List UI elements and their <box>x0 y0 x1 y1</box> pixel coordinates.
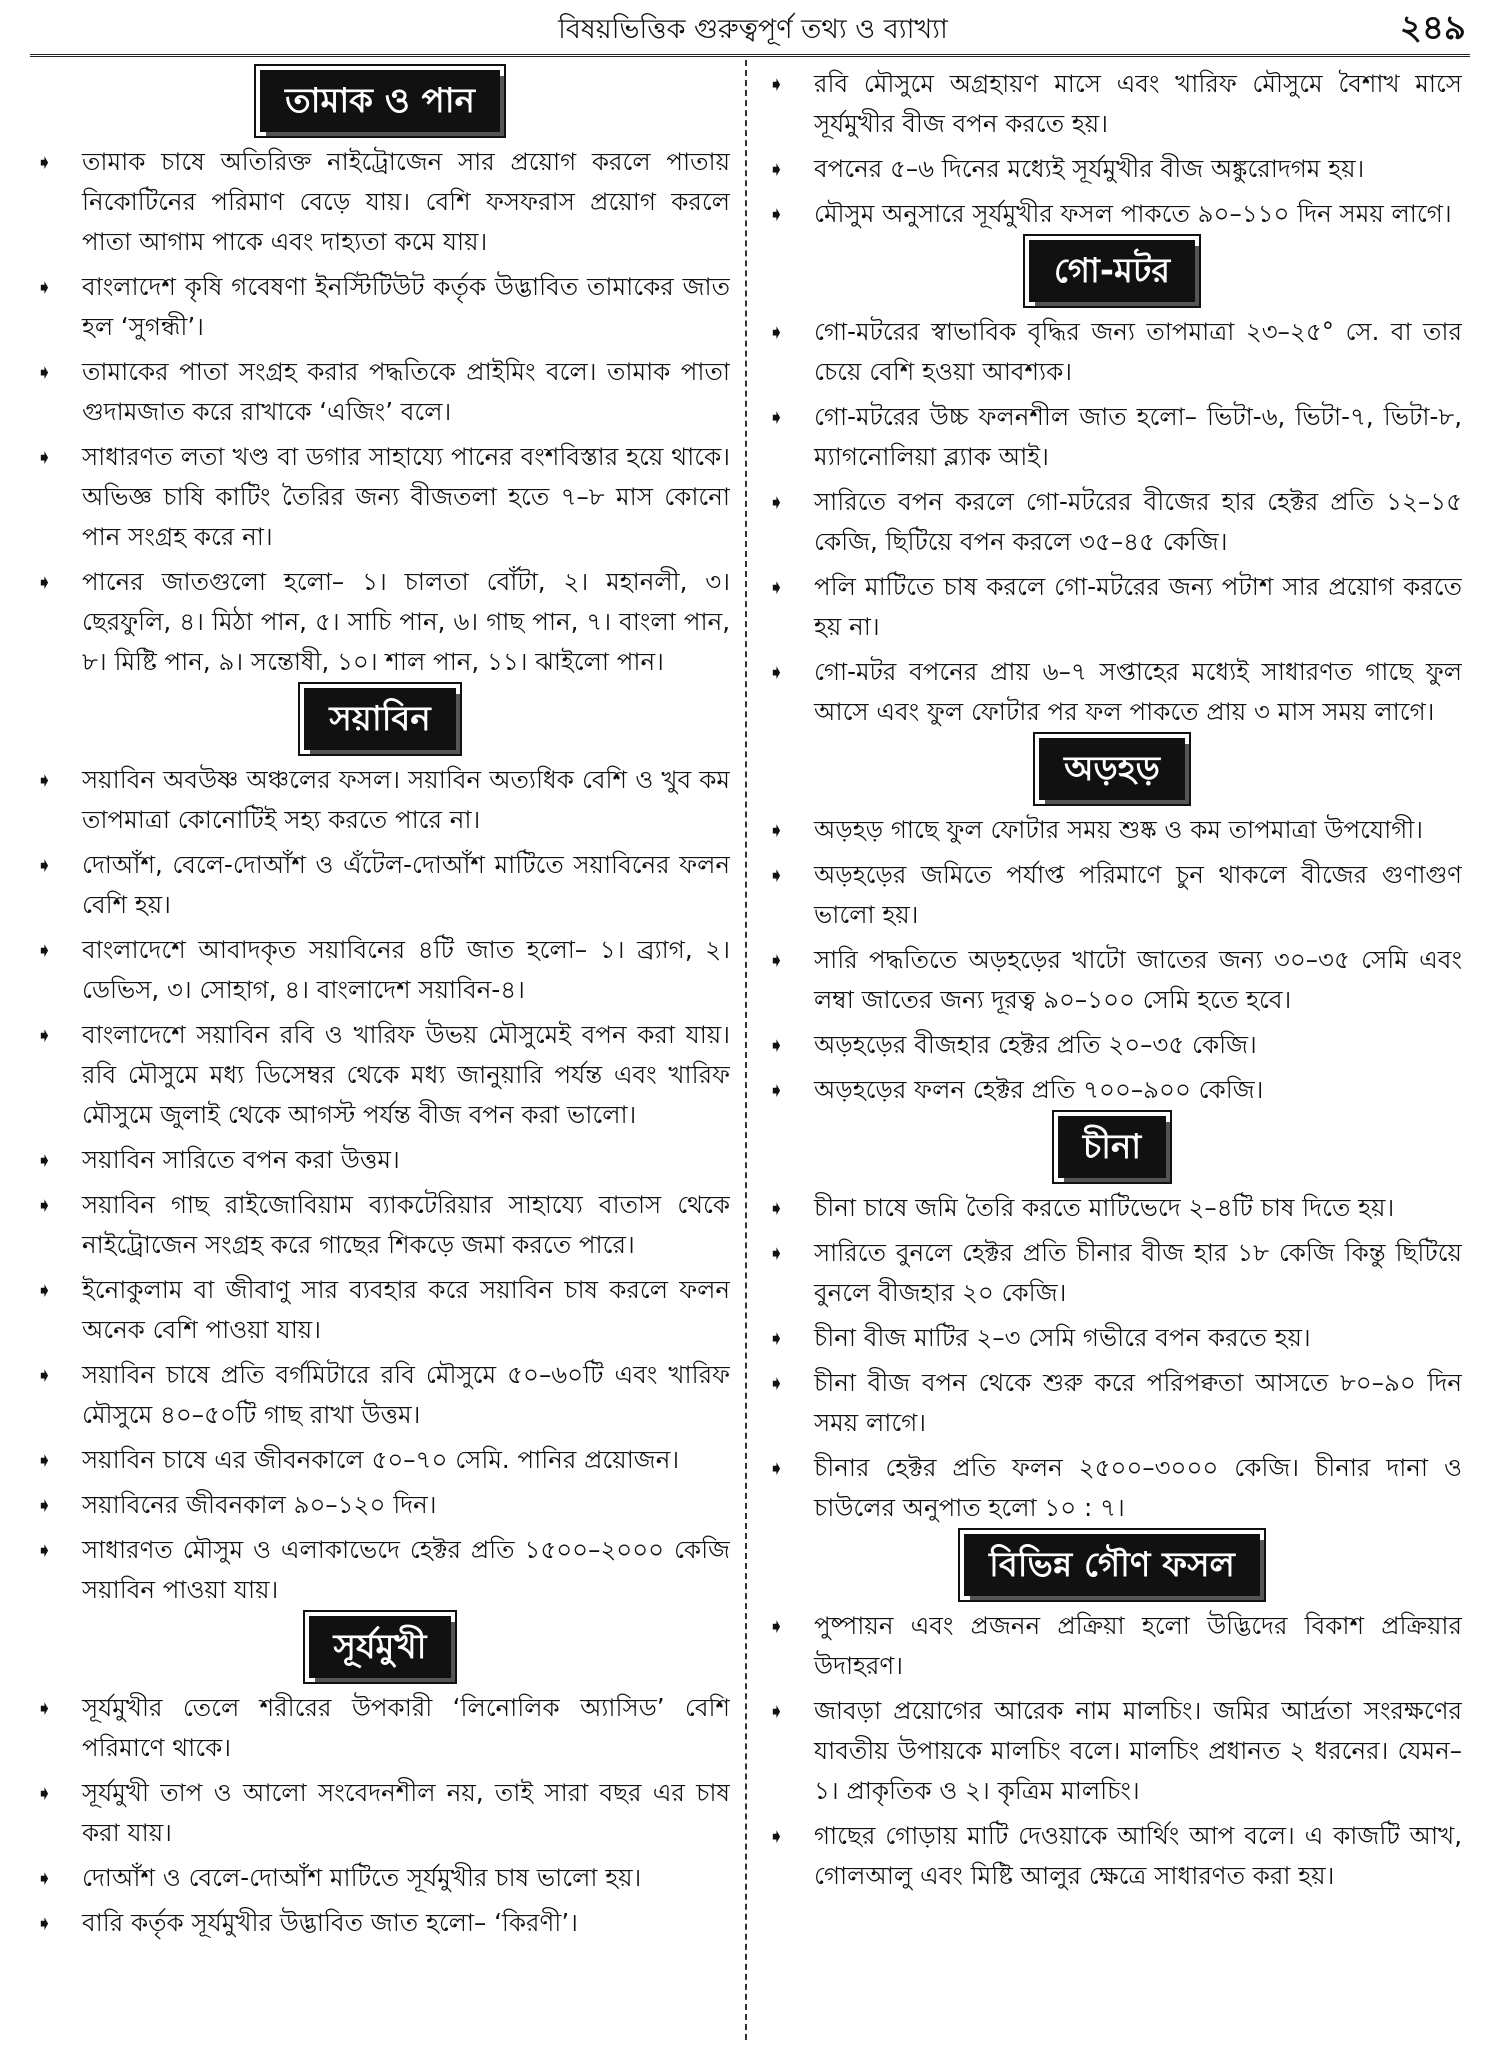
list-item <box>30 142 730 262</box>
bullet-list <box>762 810 1462 1110</box>
arrow-bullet-icon: ➧ <box>36 1781 53 1805</box>
arrow-bullet-icon: ➧ <box>36 1493 53 1517</box>
arrow-bullet-icon: ➧ <box>768 405 785 429</box>
list-item-text: তামাক চাষে অতিরিক্ত নাইট্রোজেন সার প্রয়োগ করলে পাতায় নিকোটিনের পরিমাণ বেড়ে যায়। বেশি ফসফরাস প্রয়োগ করলে পাতা আগাম পাকে এবং দাহ্যতা কমে যায়। <box>82 147 730 256</box>
arrow-bullet-icon: ➧ <box>768 72 785 96</box>
arrow-bullet-icon: ➧ <box>36 1148 53 1172</box>
arrow-bullet-icon: ➧ <box>768 818 785 842</box>
list-item <box>30 1903 730 1943</box>
arrow-bullet-icon: ➧ <box>768 863 785 887</box>
arrow-bullet-icon: ➧ <box>36 768 53 792</box>
bullet-list <box>30 1688 730 1943</box>
left-column <box>30 64 730 2044</box>
arrow-bullet-icon: ➧ <box>36 1023 53 1047</box>
section-pigeonpea <box>762 738 1462 800</box>
arrow-bullet-icon: ➧ <box>36 1193 53 1217</box>
bullet-list <box>30 760 730 1610</box>
list-item-text: সারিতে বুনলে হেক্টর প্রতি চীনার বীজ হার ১৮ কেজি কিন্তু ছিটিয়ে বুনলে বীজহার ২০ কেজি। <box>814 1238 1462 1307</box>
arrow-bullet-icon: ➧ <box>768 1241 785 1265</box>
section-soybean <box>30 688 730 750</box>
list-item <box>30 1015 730 1135</box>
arrow-bullet-icon: ➧ <box>36 1696 53 1720</box>
bullet-list <box>762 1188 1462 1528</box>
list-item <box>762 1606 1462 1686</box>
list-item-text: দোআঁশ ও বেলে-দোআঁশ মাটিতে সূর্যমুখীর চাষ ভালো হয়। <box>82 1863 642 1892</box>
list-item-text: দোআঁশ, বেলে-দোআঁশ ও এঁটেল-দোআঁশ মাটিতে সয়াবিনের ফলন বেশি হয়। <box>82 850 730 919</box>
list-item-text: সারিতে বপন করলে গো-মটরের বীজের হার হেক্টর প্রতি ১২–১৫ কেজি, ছিটিয়ে বপন করলে ৩৫–৪৫ কেজি। <box>814 487 1462 556</box>
list-item-text: চীনা চাষে জমি তৈরি করতে মাটিভেদে ২–৪টি চাষ দিতে হয়। <box>814 1193 1395 1222</box>
section-heading: চীনা <box>1058 1116 1166 1178</box>
arrow-bullet-icon: ➧ <box>768 660 785 684</box>
bullet-list <box>30 142 730 682</box>
section-cowpea <box>762 240 1462 302</box>
list-item-text: সয়াবিন চাষে প্রতি বর্গমিটারে রবি মৌসুমে ৫০–৬০টি এবং খারিফ মৌসুমে ৪০–৫০টি গাছ রাখা উত্তম। <box>82 1360 730 1429</box>
list-item <box>762 194 1462 234</box>
list-item-text: সয়াবিন সারিতে বপন করা উত্তম। <box>82 1145 400 1174</box>
arrow-bullet-icon: ➧ <box>768 948 785 972</box>
list-item <box>30 1140 730 1180</box>
section-heading: তামাক ও পান <box>260 70 500 132</box>
list-item-text: তামাকের পাতা সংগ্রহ করার পদ্ধতিকে প্রাইমিং বলে। তামাক পাতা গুদামজাত করে রাখাকে ‘এজিং’ বলে। <box>82 357 730 426</box>
list-item <box>762 1188 1462 1228</box>
list-item <box>762 652 1462 732</box>
list-item <box>762 482 1462 562</box>
arrow-bullet-icon: ➧ <box>768 575 785 599</box>
section-tobacco <box>30 70 730 132</box>
arrow-bullet-icon: ➧ <box>768 1326 785 1350</box>
arrow-bullet-icon: ➧ <box>36 1448 53 1472</box>
bullet-list <box>762 1606 1462 1896</box>
arrow-bullet-icon: ➧ <box>768 1078 785 1102</box>
list-item-text: চীনা বীজ বপন থেকে শুরু করে পরিপক্বতা আসতে ৮০–৯০ দিন সময় লাগে। <box>814 1368 1462 1437</box>
list-item-text: পানের জাতগুলো হলো– ১। চালতা বোঁটা, ২। মহানলী, ৩। ছেরফুলি, ৪। মিঠা পান, ৫। সাচি পান, ৬। গাছ পান, ৭। বাংলা পান, ৮। মিষ্টি পান, ৯। সন্তোষী, ১০। শাল পান, ১১। ঝাইলো পান। <box>82 567 730 676</box>
list-item-text: সূর্যমুখীর তেলে শরীরের উপকারী ‘লিনোলিক অ্যাসিড’ বেশি পরিমাণে থাকে। <box>82 1693 730 1762</box>
list-item-text: রবি মৌসুমে অগ্রহায়ণ মাসে এবং খারিফ মৌসুমে বৈশাখ মাসে সূর্যমুখীর বীজ বপন করতে হয়। <box>814 69 1462 138</box>
list-item-text: পলি মাটিতে চাষ করলে গো-মটরের জন্য পটাশ সার প্রয়োগ করতে হয় না। <box>814 572 1462 641</box>
list-item <box>30 1185 730 1265</box>
list-item-text: অড়হড়ের ফলন হেক্টর প্রতি ৭০০–৯০০ কেজি। <box>814 1075 1264 1104</box>
list-item-text: গো-মটরের স্বাভাবিক বৃদ্ধির জন্য তাপমাত্রা ২৩–২৫° সে. বা তার চেয়ে বেশি হওয়া আবশ্যক। <box>814 317 1462 386</box>
list-item <box>30 1440 730 1480</box>
bullet-list <box>762 312 1462 732</box>
list-item-text: বাংলাদেশ কৃষি গবেষণা ইনস্টিটিউট কর্তৃক উদ্ভাবিত তামাকের জাত হল ‘সুগন্ধী’। <box>82 272 730 341</box>
page-number: ২৪৯ <box>1399 8 1466 48</box>
list-item-text: বাংলাদেশে আবাদকৃত সয়াবিনের ৪টি জাত হলো– ১। ব্র্যাগ, ২। ডেভিস, ৩। সোহাগ, ৪। বাংলাদেশ সয়াবিন-৪। <box>82 935 730 1004</box>
arrow-bullet-icon: ➧ <box>768 1824 785 1848</box>
section-millet <box>762 1116 1462 1178</box>
arrow-bullet-icon: ➧ <box>36 360 53 384</box>
section-heading: সয়াবিন <box>304 688 455 750</box>
list-item <box>30 760 730 840</box>
arrow-bullet-icon: ➧ <box>768 1614 785 1638</box>
list-item-text: পুষ্পায়ন এবং প্রজনন প্রক্রিয়া হলো উদ্ভিদের বিকাশ প্রক্রিয়ার উদাহরণ। <box>814 1611 1462 1680</box>
arrow-bullet-icon: ➧ <box>768 157 785 181</box>
column-divider <box>745 60 747 2040</box>
list-item-text: মৌসুম অনুসারে সূর্যমুখীর ফসল পাকতে ৯০–১১০ দিন সময় লাগে। <box>814 199 1452 228</box>
list-item <box>30 352 730 432</box>
list-item <box>30 1485 730 1525</box>
list-item <box>762 1025 1462 1065</box>
list-item <box>762 64 1462 144</box>
section-heading: গো-মটর <box>1029 240 1195 302</box>
list-item <box>762 149 1462 189</box>
arrow-bullet-icon: ➧ <box>768 1456 785 1480</box>
arrow-bullet-icon: ➧ <box>36 275 53 299</box>
list-item <box>762 940 1462 1020</box>
section-heading: অড়হড় <box>1039 738 1185 800</box>
list-item-text: গো-মটরের উচ্চ ফলনশীল জাত হলো– ভিটা-৬, ভিটা-৭, ভিটা-৮, ম্যাগনোলিয়া ব্ল্যাক আই। <box>814 402 1462 471</box>
list-item <box>762 855 1462 935</box>
list-item <box>30 1688 730 1768</box>
section-minor-crops <box>762 1534 1462 1596</box>
right-column <box>762 64 1462 2044</box>
list-item-text: বপনের ৫–৬ দিনের মধ্যেই সূর্যমুখীর বীজ অঙ্কুরোদগম হয়। <box>814 154 1365 183</box>
arrow-bullet-icon: ➧ <box>768 1033 785 1057</box>
list-item-text: সারি পদ্ধতিতে অড়হড়ের খাটো জাতের জন্য ৩০–৩৫ সেমি এবং লম্বা জাতের জন্য দূরত্ব ৯০–১০০ সেমি হতে হবে। <box>814 945 1462 1014</box>
arrow-bullet-icon: ➧ <box>36 853 53 877</box>
arrow-bullet-icon: ➧ <box>36 1363 53 1387</box>
list-item <box>762 1816 1462 1896</box>
list-item-text: চীনার হেক্টর প্রতি ফলন ২৫০০–৩০০০ কেজি। চীনার দানা ও চাউলের অনুপাত হলো ১০ : ৭। <box>814 1453 1462 1522</box>
section-heading: সূর্যমুখী <box>309 1616 452 1678</box>
list-item-text: চীনা বীজ মাটির ২–৩ সেমি গভীরে বপন করতে হয়। <box>814 1323 1311 1352</box>
list-item <box>30 845 730 925</box>
arrow-bullet-icon: ➧ <box>36 938 53 962</box>
list-item <box>30 1355 730 1435</box>
list-item-text: সয়াবিনের জীবনকাল ৯০–১২০ দিন। <box>82 1490 437 1519</box>
arrow-bullet-icon: ➧ <box>36 445 53 469</box>
list-item <box>762 810 1462 850</box>
list-item-text: গাছের গোড়ায় মাটি দেওয়াকে আর্থিং আপ বলে। এ কাজটি আখ, গোলআলু এবং মিষ্টি আলুর ক্ষেত্রে সাধারণত করা হয়। <box>814 1821 1462 1890</box>
list-item <box>762 1070 1462 1110</box>
list-item <box>762 1233 1462 1313</box>
list-item-text: ইনোকুলাম বা জীবাণু সার ব্যবহার করে সয়াবিন চাষ করলে ফলন অনেক বেশি পাওয়া যায়। <box>82 1275 730 1344</box>
list-item-text: সয়াবিন গাছ রাইজোবিয়াম ব্যাকটেরিয়ার সাহায্যে বাতাস থেকে নাইট্রোজেন সংগ্রহ করে গাছের শিকড়ে জমা করতে পারে। <box>82 1190 730 1259</box>
arrow-bullet-icon: ➧ <box>768 320 785 344</box>
list-item-text: সয়াবিন চাষে এর জীবনকালে ৫০–৭০ সেমি. পানির প্রয়োজন। <box>82 1445 680 1474</box>
arrow-bullet-icon: ➧ <box>768 490 785 514</box>
list-item <box>30 930 730 1010</box>
section-sunflower <box>30 1616 730 1678</box>
arrow-bullet-icon: ➧ <box>36 570 53 594</box>
arrow-bullet-icon: ➧ <box>768 1699 785 1723</box>
list-item-text: সাধারণত লতা খণ্ড বা ডগার সাহায্যে পানের বংশবিস্তার হয়ে থাকে। অভিজ্ঞ চাষি কাটিং তৈরির জন্য বীজতলা হতে ৭–৮ মাস কোনো পান সংগ্রহ করে না। <box>82 442 730 551</box>
arrow-bullet-icon: ➧ <box>768 1371 785 1395</box>
list-item <box>30 267 730 347</box>
list-item-text: অড়হড়ের জমিতে পর্যাপ্ত পরিমাণে চুন থাকলে বীজের গুণাগুণ ভালো হয়। <box>814 860 1462 929</box>
list-item <box>30 1858 730 1898</box>
list-item <box>762 1363 1462 1443</box>
list-item <box>30 437 730 557</box>
list-item-text: বাংলাদেশে সয়াবিন রবি ও খারিফ উভয় মৌসুমেই বপন করা যায়। রবি মৌসুমে মধ্য ডিসেম্বর থেকে মধ্য জানুয়ারি পর্যন্ত এবং খারিফ মৌসুমে জুলাই থেকে আগস্ট পর্যন্ত বীজ বপন করা ভালো। <box>82 1020 730 1129</box>
arrow-bullet-icon: ➧ <box>768 202 785 226</box>
list-item-text: বারি কর্তৃক সূর্যমুখীর উদ্ভাবিত জাত হলো– ‘কিরণী’। <box>82 1908 578 1937</box>
list-item-text: সাধারণত মৌসুম ও এলাকাভেদে হেক্টর প্রতি ১৫০০–২০০০ কেজি সয়াবিন পাওয়া যায়। <box>82 1535 730 1604</box>
list-item <box>762 567 1462 647</box>
bullet-list <box>762 64 1462 234</box>
list-item-text: অড়হড়ের বীজহার হেক্টর প্রতি ২০–৩৫ কেজি। <box>814 1030 1257 1059</box>
arrow-bullet-icon: ➧ <box>36 1278 53 1302</box>
list-item <box>30 1270 730 1350</box>
list-item <box>762 1448 1462 1528</box>
list-item <box>30 562 730 682</box>
list-item-text: সূর্যমুখী তাপ ও আলো সংবেদনশীল নয়, তাই সারা বছর এর চাষ করা যায়। <box>82 1778 730 1847</box>
list-item <box>762 397 1462 477</box>
arrow-bullet-icon: ➧ <box>36 1911 53 1935</box>
arrow-bullet-icon: ➧ <box>36 1538 53 1562</box>
arrow-bullet-icon: ➧ <box>768 1196 785 1220</box>
arrow-bullet-icon: ➧ <box>36 1866 53 1890</box>
list-item-text: অড়হড় গাছে ফুল ফোটার সময় শুষ্ক ও কম তাপমাত্রা উপযোগী। <box>814 815 1424 844</box>
header-rule <box>30 54 1470 57</box>
list-item-text: সয়াবিন অবউষ্ণ অঞ্চলের ফসল। সয়াবিন অত্যধিক বেশি ও খুব কম তাপমাত্রা কোনোটিই সহ্য করতে পারে না। <box>82 765 730 834</box>
list-item <box>762 312 1462 392</box>
section-heading: বিভিন্ন গৌণ ফসল <box>964 1534 1260 1596</box>
list-item <box>30 1530 730 1610</box>
list-item-text: জাবড়া প্রয়োগের আরেক নাম মালচিং। জমির আর্দ্রতা সংরক্ষণের যাবতীয় উপায়কে মালচিং বলে। মালচিং প্রধানত ২ ধরনের। যেমন– ১। প্রাকৃতিক ও ২। কৃত্রিম মালচিং। <box>814 1696 1462 1805</box>
list-item <box>30 1773 730 1853</box>
list-item-text: গো-মটর বপনের প্রায় ৬–৭ সপ্তাহের মধ্যেই সাধারণত গাছে ফুল আসে এবং ফুল ফোটার পর ফল পাকতে প্রায় ৩ মাস সময় লাগে। <box>814 657 1462 726</box>
list-item <box>762 1691 1462 1811</box>
list-item <box>762 1318 1462 1358</box>
running-header: বিষয়ভিত্তিক গুরুত্বপূর্ণ তথ্য ও ব্যাখ্যা <box>558 14 948 45</box>
arrow-bullet-icon: ➧ <box>36 150 53 174</box>
